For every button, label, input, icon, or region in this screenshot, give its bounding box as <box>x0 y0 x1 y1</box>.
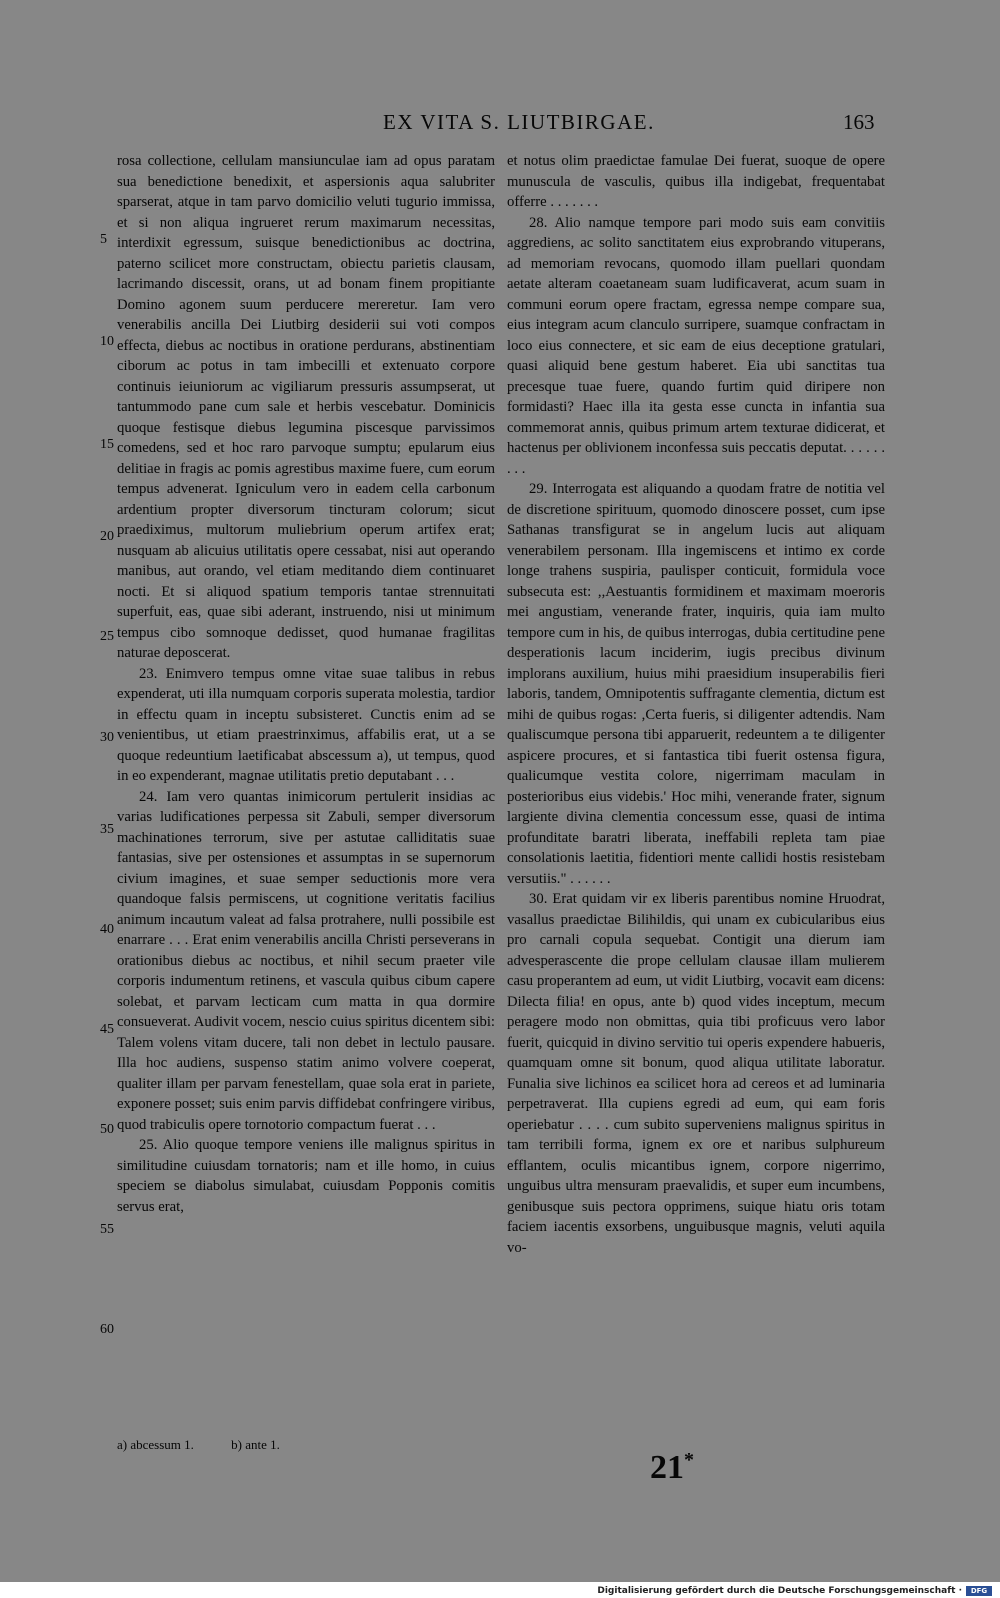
line-number: 45 <box>100 1022 114 1037</box>
paragraph: et notus olim praedictae famulae Dei fuerat, suoque de opere munuscula de vasculis, quibus illa indigebat, frequentabat offerre . . . . . . . <box>507 153 885 210</box>
line-number: 50 <box>100 1122 114 1137</box>
line-number: 5 <box>100 232 107 247</box>
dfg-logo-icon[interactable]: DFG <box>966 1586 992 1596</box>
line-number: 25 <box>100 629 114 644</box>
paragraph: rosa collectione, cellulam mansiunculae iam ad opus paratam sua benedictione benedixit, et aspersionis aqua salubriter sparserat, atque in tam parvo domicilio veluti tugurio immissa, et si non aliqua ingrueret rerum maximarum necessitas, interdixit egressum, suisque benedictionibus ac doctrina, paterno scilicet more constructam, obiectu parietis clausam, lacrimando discessit, orans, ut ad bonam finem propitiante Domino agonem suum perducere mereretur. Iam vero venerabilis ancilla Dei Liutbirg desiderii sui voti compos effecta, diebus ac noctibus in oratione perdurans, abstinentiam ciborum ac potus in tam imbecilli et extenuato corpore continuis ieiuniorum ac vigiliarum pressuris assumpserat, ut tantummodo pane cum sale et herbis vescebatur. Dominicis quoque festisque diebus legumina piscesque parvissimos comedens, sed et hoc raro parvoque sumptu; epularum eius delitiae in fragis ac pomis agrestibus maxime fuere, cum eorum tempus advenerat. Igniculum vero in eadem cella carbonum ardentium propter diversorum tincturam colorum; sicut praediximus, multorum muliebrium operum artifex erat; nusquam ab alicuius utilitatis opere cessabat, nisi aut operando manibus, aut orando, vel etiam meditando diem continuaret nocti. Et si aliquod spatium temporis tantae strennuitati superfuit, eas, quae sibi aderant, instruendo, nisi ut minimum tempus cibo somnoque dedisset, quod humanae fragilitas naturae deposcerat. <box>117 153 495 661</box>
paragraph-24: 24. Iam vero quantas inimicorum pertulerit insidias ac varias ludificationes perpessa sit Zabuli, semper diversorum machinationes terrorum, sive per astutae calliditatis suae fantasias, sive per ostensiones et assumptas in se supernorum civium imagines, et suae semper seductionis more vera quandoque falsis permiscens, ut cognitione veritatis facilius animum incautum valeat ad falsa protrahere, nulli possibile est enarrare . . . Erat enim venerabilis ancilla Christi perseverans in orationibus diebus ac noctibus, et nihil secum praeter vile corporis indumentum retinens, et vascula quibus cibum capere solebat, et parvam lecticam cum matta in qua dormire consueverat. Audivit vocem, nescio cuius spiritus dicentem sibi: Talem volens vitam ducere, tali non debet in lectulo pausare. Illa hoc audiens, suspenso statim animo volvere coeperat, qualiter illam per parvam fenestellam, quae sola erat in pariete, exponere posset; suis enim parvis diffidebat confringere viribus, quod trabiculis opere tornotorio compactum fuerat . . . <box>117 788 495 1133</box>
paragraph-25: 25. Alio quoque tempore veniens ille malignus spiritus in similitudine cuiusdam tornatoris; nam et ille homo, in cuius speciem se diabolus simulabat, cuiusdam Popponis comitis servus erat, <box>117 1137 495 1215</box>
right-column <box>507 151 885 1258</box>
signature-star: * <box>684 1449 694 1471</box>
signature-number: 21 <box>650 1449 684 1486</box>
left-column <box>117 151 495 1217</box>
line-number: 40 <box>100 922 114 937</box>
paragraph-30: 30. Erat quidam vir ex liberis parentibus nomine Hruodrat, vasallus praedictae Bilihildis, qui unam ex cubicularibus eius pro carnali copula sequebat. Contigit una dierum iam advesperascente die prope cellulam clausae illam mulierem casu properantem ad eum, ut vidit Liutbirg, vocavit eam dicens: Dilecta filia! en opus, ante b) quod vides inceptum, mecum peragere modo non obmittas, quia tibi proficuus vero labor fuerit, quicquid in divino servitio tui operis expendere habueris, quamquam omne sit bonum, quod aliqua utilitate laboratur. Funalia sive lichinos ea scilicet hora ad cereos et ad luminaria perpetraverat. Illa cupiens egredi ad eum, qui eam foris operiebatur . . . . cum subito superveniens malignus spiritus in tam terribili forma, ignem ex ore et naribus sulphureum efflantem, oculis micantibus ignem, corpore nigerrimo, unguibus ultra mensuram praevalidis, et super eum incumbens, genibusque suis pectora opprimens, suique hiatu oris totam faciem iacentis exsorbens, unguibusque magnis, veluti aquila vo- <box>507 891 885 1256</box>
footer-bar <box>0 1584 1000 1598</box>
footnote-b: b) ante 1. <box>231 1437 280 1452</box>
line-number: 20 <box>100 529 114 544</box>
line-number: 55 <box>100 1222 114 1237</box>
funding-credit: Digitalisierung gefördert durch die Deutsche Forschungsgemeinschaft · <box>597 1586 962 1596</box>
page-header <box>0 110 1000 142</box>
line-number: 35 <box>100 822 114 837</box>
running-title: EX VITA S. LIUTBIRGAE. <box>383 110 655 134</box>
line-number: 30 <box>100 730 114 745</box>
footnotes <box>117 1437 314 1453</box>
paragraph-29: 29. Interrogata est aliquando a quodam fratre de notitia vel de discretione spirituum, quomodo dinoscere posset, cum ipse Sathanas transfigurat se in angelum lucis aut aliquam venerabilem personam. Illa ingemiscens et intimo ex corde longe trahens suspiria, paulisper conticuit, formidula voce subsecuta est: ,,Aestuantis formidinem et maximam moeroris mei angustiam, venerande frater, inquiris, quia iam multo tempore cum in his, de quibus interrogas, dubia certitudine pene desperationis lacum inciderim, iugis precibus divinum implorans auxilium, huius mihi praesidium insuperabilis fieri laboris, tandem, Omnipotentis suffragante clementia, dictum est mihi de quibus rogas: ,Certa fueris, si diligenter adtendis. Nam qualiscumque persona tibi apparuerit, redeuntem a te diligenter aspicere procures, et si fantastica tibi fuerit ostensa figura, qualicumque vestita colore, nigerrimam maculam in posterioribus eius videbis.' Hoc mihi, venerande frater, signum largiente divina clementia concessum esse, quasi de intima profunditate baratri liberata, ineffabili repleta tam piae consolationis laetitia, fidentiori mente callidi hostis resistebam versutiis." . . . . . . <box>507 481 885 887</box>
page-number: 163 <box>843 110 875 134</box>
paragraph-23: 23. Enimvero tempus omne vitae suae talibus in rebus expenderat, uti illa numquam corporis superata molestia, tardior in effectu quam in inceptu subsisteret. Cunctis enim ad se venientibus, ut etiam praestrinximus, affabilis erat, ut a se quoque redeuntium laetificabat abscessum a), ut tempus, quod in eo expenderant, magnae utilitatis pretio deputabant . . . <box>117 665 495 784</box>
line-number: 10 <box>100 334 114 349</box>
line-number: 15 <box>100 437 114 452</box>
footnote-a: a) abcessum 1. <box>117 1437 194 1452</box>
paragraph-28: 28. Alio namque tempore pari modo suis eam convitiis aggrediens, ac solito sanctitatem eius exprobrando vituperans, ad memoriam revocans, quomodo illam puellari quondam aetate alteram coaetaneam suam ludificaverat, acum suam in communi eorum opere fractam, egressa nempe compare sua, eius integram acum clanculo surripere, suamque confractam in loco eius connectere, et sic eam de eius deceptione gratulari, quasi aliquid bene gestum haberet. Eia ubi sanctitas tua precesque tuae fuere, quando furtim quid diripere non formidasti? Haec illa ita gesta esse cuncta in infantia sua commemorat annis, quibus primum artem texturae didicerat, et hactenus per oblivionem inconfessa suis peccatis deputat. . . . . . . . . <box>507 214 885 477</box>
line-number: 60 <box>100 1322 114 1337</box>
printer-signature <box>650 1449 694 1487</box>
